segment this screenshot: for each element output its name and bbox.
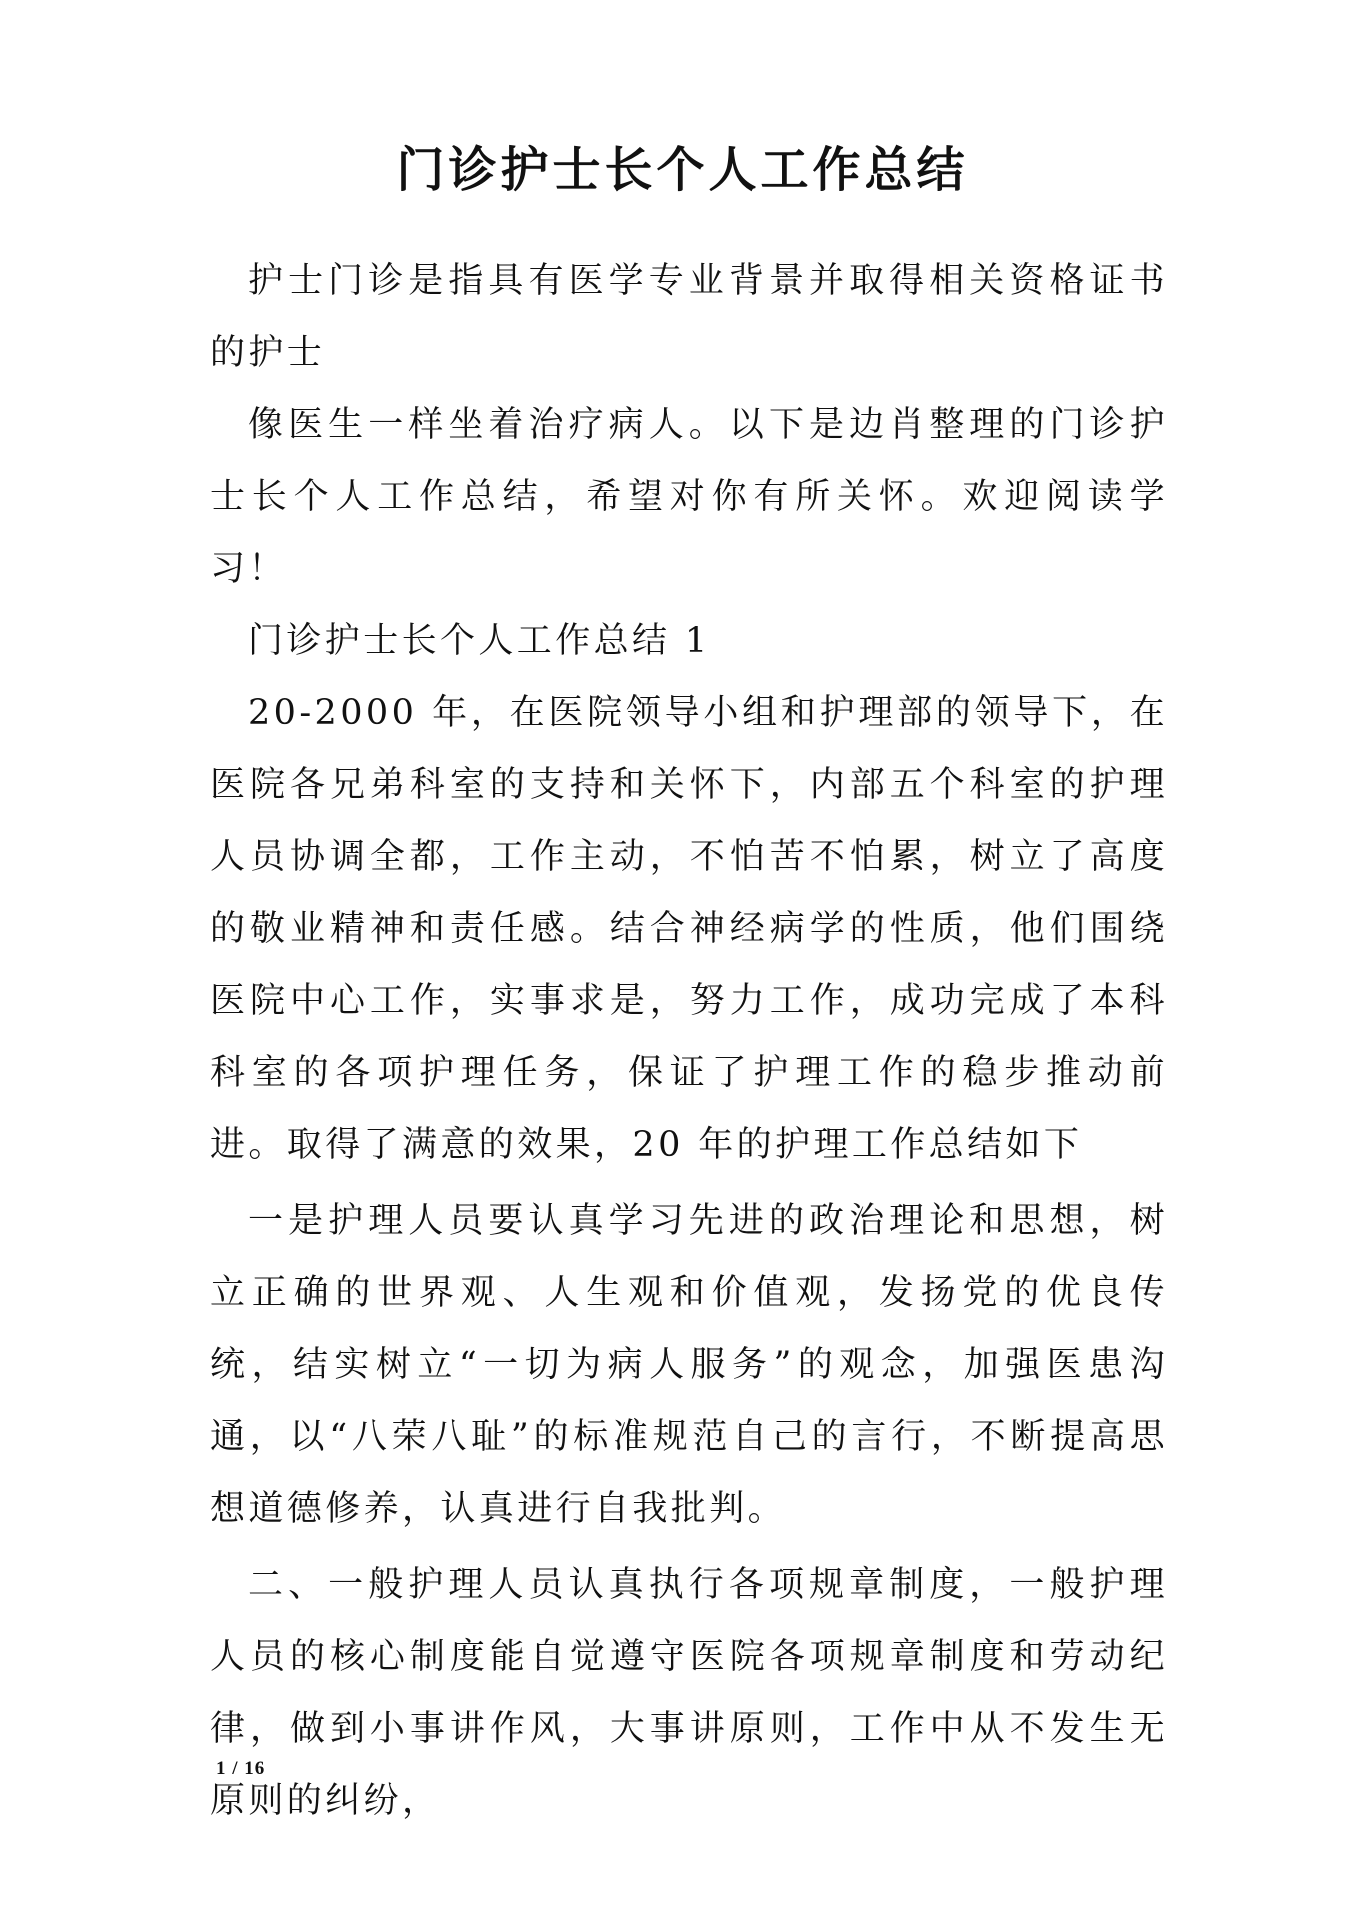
paragraph-point-1: 一是护理人员要认真学习先进的政治理论和思想，树立正确的世界观、人生观和价值观，发扬党的优良传统，结实树立“一切为病人服务”的观念，加强医患沟通，以“八荣八耻”的标准规范自己的言行，不断提高思想道德修养，认真进行自我批判。 xyxy=(210,1201,1168,1529)
section-heading-1: 门诊护士长个人工作总结 1 xyxy=(248,621,711,661)
paragraph-point-2: 二、一般护理人员认真执行各项规章制度，一般护理人员的核心制度能自觉遵守医院各项规章制度和劳动纪律，做到小事讲作风，大事讲原则，工作中从不发生无原则的纠纷， xyxy=(210,1565,1168,1821)
paragraph-intro-1: 护士门诊是指具有医学专业背景并取得相关资格证书的护士 xyxy=(210,261,1168,373)
paragraph-summary: 20-2000 年，在医院领导小组和护理部的领导下，在医院各兄弟科室的支持和关怀下，内部五个科室的护理人员协调全都，工作主动，不怕苦不怕累，树立了高度的敬业精神和责任感。结合神经病学的性质，他们围绕医院中心工作，实事求是，努力工作，成功完成了本科科室的各项护理任务，保证了护理工作的稳步推动前进。取得了满意的效果，20 年的护理工作总结如下 xyxy=(210,693,1168,1165)
document-body xyxy=(210,245,1168,1837)
document-title: 门诊护士长个人工作总结 xyxy=(396,142,969,198)
paragraph-intro-2: 像医生一样坐着治疗病人。以下是边肖整理的门诊护士长个人工作总结，希望对你有所关怀。欢迎阅读学习！ xyxy=(210,405,1168,589)
page-number: 1 / 16 xyxy=(216,1758,266,1779)
